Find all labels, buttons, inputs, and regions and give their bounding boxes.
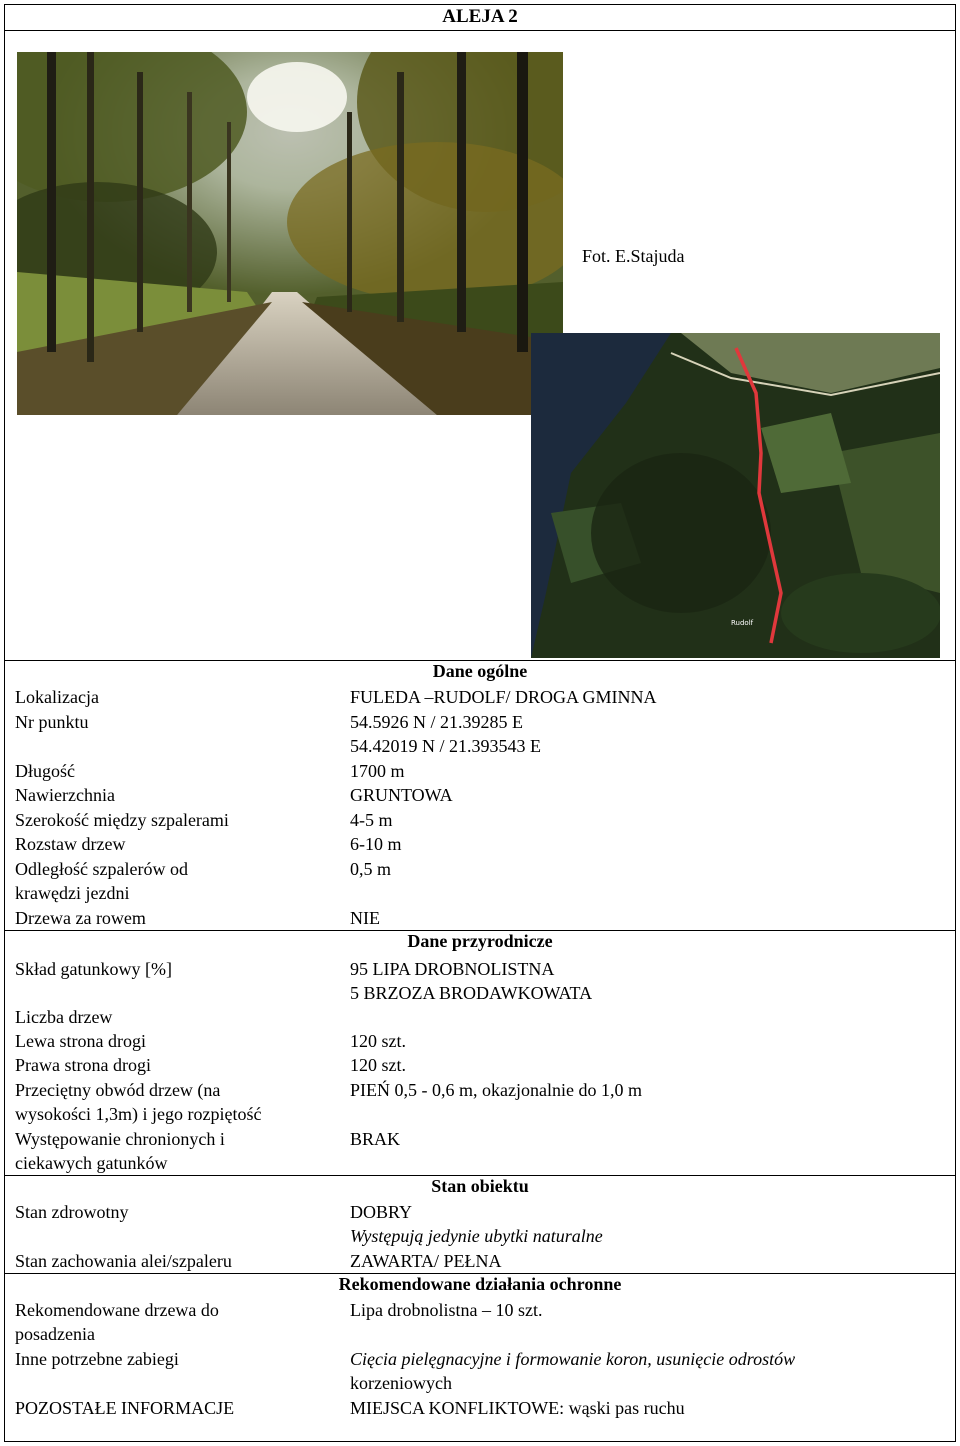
value-rozstaw: 6-10 m: [350, 834, 402, 854]
value-za-rowem: NIE: [350, 908, 380, 928]
label-dlugosc: Długość: [15, 761, 75, 781]
label-nawierzchnia: Nawierzchnia: [15, 785, 115, 805]
label-nr-punktu: Nr punktu: [15, 712, 89, 732]
label-rek-drzewa-2: posadzenia: [15, 1324, 95, 1344]
value-zabiegi: [350, 1347, 950, 1395]
label-chronione-1: Występowanie chronionych i: [15, 1129, 225, 1149]
value-nr-punktu-1: 54.5926 N / 21.39285 E: [350, 712, 523, 732]
alley-photo: [17, 52, 563, 415]
value-nawierzchnia: GRUNTOWA: [350, 785, 453, 805]
label-odleglosc-1: Odległość szpalerów od: [15, 859, 188, 879]
label-stan-zdrowotny: Stan zdrowotny: [15, 1202, 129, 1222]
label-zabiegi: Inne potrzebne zabiegi: [15, 1349, 179, 1369]
label-chronione-2: ciekawych gatunków: [15, 1153, 168, 1173]
value-stan-zdrowotny: [350, 1200, 950, 1248]
value-zabiegi-2: korzeniowych: [350, 1373, 452, 1393]
value-dlugosc: 1700 m: [350, 761, 405, 781]
label-rozstaw: Rozstaw drzew: [15, 834, 126, 854]
label-prawa-strona: Prawa strona drogi: [15, 1055, 151, 1075]
label-odleglosc: [15, 857, 315, 905]
value-szerokosc: 4-5 m: [350, 810, 393, 830]
label-rek-drzewa-1: Rekomendowane drzewa do: [15, 1300, 219, 1320]
value-zabiegi-1: Cięcia pielęgnacyjne i formowanie koron, usunięcie odrostów: [350, 1349, 796, 1369]
value-stan-zachowania: ZAWARTA/ PEŁNA: [350, 1251, 502, 1271]
value-nr-punktu: [350, 710, 950, 758]
value-obwod: PIEŃ 0,5 - 0,6 m, okazjonalnie do 1,0 m: [350, 1080, 642, 1100]
label-lokalizacja: Lokalizacja: [15, 687, 99, 707]
value-lokalizacja: FULEDA –RUDOLF/ DROGA GMINNA: [350, 687, 657, 707]
label-obwod-1: Przeciętny obwód drzew (na: [15, 1080, 221, 1100]
label-lewa-strona: Lewa strona drogi: [15, 1031, 146, 1051]
label-szerokosc: Szerokość między szpalerami: [15, 810, 229, 830]
label-liczba-drzew: Liczba drzew: [15, 1007, 113, 1027]
section-general-heading: Dane ogólne: [432, 661, 528, 681]
page-title: ALEJA 2: [4, 4, 956, 31]
value-chronione: BRAK: [350, 1129, 401, 1149]
label-sklad: Skład gatunkowy [%]: [15, 959, 172, 979]
value-prawa-strona: 120 szt.: [350, 1055, 406, 1075]
satellite-map: [531, 333, 940, 658]
label-obwod: [15, 1078, 315, 1126]
value-odleglosc: 0,5 m: [350, 859, 392, 879]
label-za-rowem: Drzewa za rowem: [15, 908, 146, 928]
label-odleglosc-2: krawędzi jezdni: [15, 883, 130, 903]
value-pozostale: MIEJSCA KONFLIKTOWE: wąski pas ruchu: [350, 1398, 685, 1418]
label-obwod-2: wysokości 1,3m) i jego rozpiętość: [15, 1104, 262, 1124]
value-lewa-strona: 120 szt.: [350, 1031, 406, 1051]
value-stan-zdrowotny-1: DOBRY: [350, 1202, 413, 1222]
section-recommended-heading: Rekomendowane działania ochronne: [338, 1274, 622, 1294]
value-rek-drzewa: Lipa drobnolistna – 10 szt.: [350, 1300, 543, 1320]
label-pozostale: POZOSTAŁE INFORMACJE: [15, 1398, 235, 1418]
map-place-label: Rudolf: [731, 619, 754, 627]
section-condition-heading: Stan obiektu: [431, 1176, 529, 1196]
label-stan-zachowania: Stan zachowania alei/szpaleru: [15, 1251, 232, 1271]
value-nr-punktu-2: 54.42019 N / 21.393543 E: [350, 736, 541, 756]
section-nature-heading: Dane przyrodnicze: [407, 931, 553, 951]
value-sklad: [350, 957, 950, 1005]
value-stan-zdrowotny-2: Występują jedynie ubytki naturalne: [350, 1226, 603, 1246]
value-sklad-1: 95 LIPA DROBNOLISTNA: [350, 959, 555, 979]
photo-credit: Fot. E.Stajuda: [582, 246, 685, 266]
label-chronione: [15, 1127, 315, 1175]
label-rek-drzewa: [15, 1298, 315, 1346]
value-sklad-2: 5 BRZOZA BRODAWKOWATA: [350, 983, 593, 1003]
